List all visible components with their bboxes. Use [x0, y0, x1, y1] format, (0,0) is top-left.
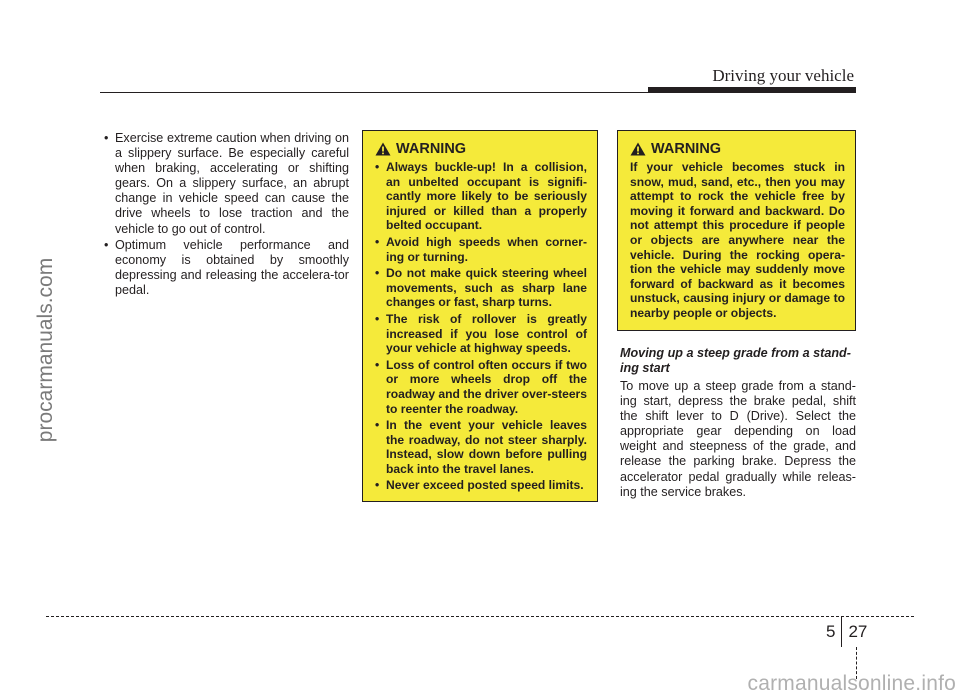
bullet-mark: •	[375, 160, 380, 174]
warning-title: WARNING	[396, 141, 467, 157]
page-number	[826, 617, 867, 647]
list-item	[375, 266, 587, 310]
bullet-mark: •	[375, 234, 380, 249]
list-item-text: Never exceed posted speed limits.	[386, 478, 584, 493]
left-column	[102, 131, 349, 299]
list-item-text: The risk of rollover is greatly increased if you lose control of your vehicle at highway speeds.	[386, 311, 587, 356]
list-item	[102, 238, 349, 298]
side-watermark	[26, 170, 66, 530]
side-watermark-text: procarmanuals.com	[34, 257, 57, 443]
warning-triangle-icon	[375, 142, 391, 156]
warning-box-driving	[362, 130, 598, 502]
bullet-mark: •	[375, 311, 380, 326]
bottom-watermark: carmanualsonline.info	[747, 672, 956, 695]
right-column	[620, 346, 856, 500]
bullet-mark: •	[104, 131, 109, 145]
subheading: Moving up a steep grade from a stand-ing start	[620, 346, 851, 375]
bullet-mark: •	[375, 418, 380, 433]
list-item-text: In the event your vehicle leaves the roadway, do not steer sharply. Instead, slow down before pulling back into the travel lanes.	[386, 418, 587, 476]
list-item-text: Loss of control often occurs if two or more wheels drop off the roadway and the driver over-steers to reenter the roadway.	[386, 357, 587, 416]
list-item	[375, 478, 587, 493]
list-item	[375, 160, 587, 233]
bullet-mark: •	[104, 237, 109, 252]
bullet-mark: •	[375, 357, 380, 372]
warning-text: If your vehicle becomes stuck in snow, mud, sand, etc., then you may attempt to rock the vehicle free by moving it forward and backward. Do not attempt this procedure if people or objects are anywhere near the vehicle. During the rocking opera-tion the vehicle may suddenly move forward of backward as it becomes unstuck, causing injury or damage to nearby people or objects.	[630, 160, 845, 320]
body-paragraph: To move up a steep grade from a stand-ing start, depress the brake pedal, shift the shift lever to D (Drive). Select the appropriate gear depending on load weight and steepness of the grade, and release the parking brake. Depress the accelerator pedal gradually while releas-ing the service brakes.	[620, 379, 856, 499]
page-number-value: 27	[848, 622, 868, 641]
warning-box-stuck-vehicle	[617, 130, 856, 331]
bullet-mark: •	[375, 478, 380, 493]
list-item	[375, 418, 587, 476]
warning-header	[630, 141, 845, 157]
chapter-number: 5	[826, 622, 836, 641]
warning-list	[375, 160, 587, 493]
warning-triangle-icon	[630, 142, 646, 156]
list-item	[375, 235, 587, 264]
list-item-text: Avoid high speeds when corner-ing or turning.	[386, 234, 587, 264]
footer-rule	[46, 616, 914, 617]
list-item-text: Do not make quick steering wheel movements, such as sharp lane changes or fast, sharp turns.	[386, 266, 587, 310]
warning-title: WARNING	[651, 141, 722, 157]
bullet-mark: •	[375, 266, 380, 281]
list-item	[102, 131, 349, 237]
list-item-text: Always buckle-up! In a collision, an unbelted occupant is signifi-cantly more likely to be seriously injured or killed than a properly belted occupant.	[386, 160, 587, 233]
warning-header	[375, 141, 587, 157]
list-item-text: Optimum vehicle performance and economy is obtained by smoothly depressing and releasing the accelera-tor pedal.	[115, 237, 349, 297]
list-item-text: Exercise extreme caution when driving on a slippery surface. Be especially careful when braking, accelerating or shifting gears. On a slippery surface, an abrupt change in vehicle speed can cause the drive wheels to lose traction and the vehicle to go out of control.	[115, 131, 349, 236]
list-item	[375, 312, 587, 356]
header-rule-accent	[648, 87, 856, 93]
list-item	[375, 358, 587, 416]
section-title: Driving your vehicle	[712, 66, 854, 85]
